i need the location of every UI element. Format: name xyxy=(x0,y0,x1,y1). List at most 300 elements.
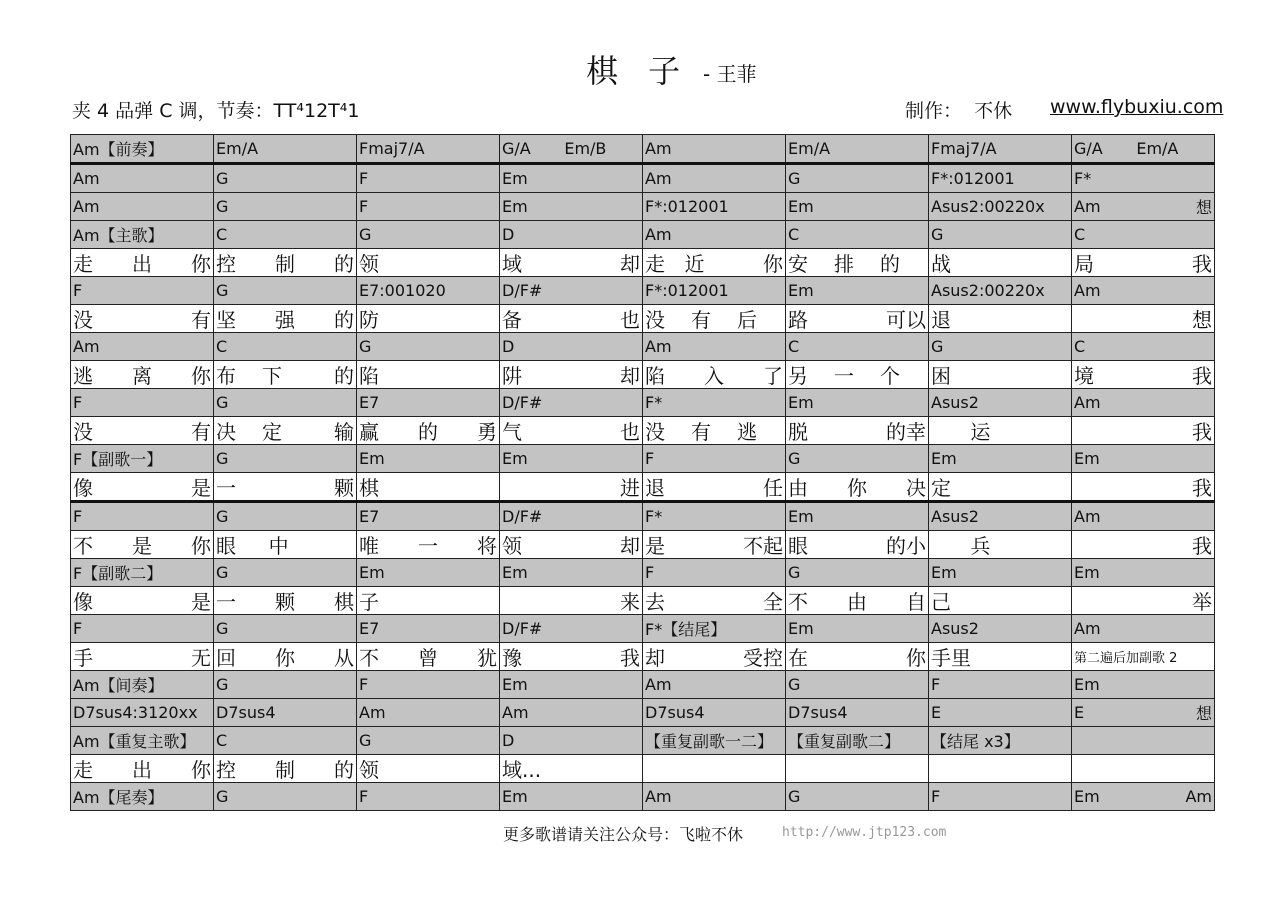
lyric-text: 近 xyxy=(684,252,705,276)
maker-credit: 制作： 不休 xyxy=(905,100,1013,122)
lyric-text: 有 xyxy=(191,420,211,444)
chord-label: G xyxy=(216,563,229,582)
chord-cell xyxy=(929,164,1072,193)
chord-cell xyxy=(357,559,500,587)
chord-label: F* xyxy=(1074,169,1092,188)
lyric-text: 决 xyxy=(216,420,236,444)
lyric-text: 定 xyxy=(262,420,282,444)
chord-cell xyxy=(643,164,786,193)
chord-cell xyxy=(500,445,643,473)
chord-cell xyxy=(357,221,500,249)
chord-label: Asus2 xyxy=(931,507,979,526)
chord-cell xyxy=(71,699,214,727)
chord-label: Asus2:00220x xyxy=(931,197,1045,216)
lyric-cell xyxy=(71,305,214,333)
chord-label: G xyxy=(931,337,944,356)
lyric-text: 全 xyxy=(763,590,783,614)
lyric-text: 后 xyxy=(737,308,757,332)
chord-label: G xyxy=(216,197,229,216)
chord-row xyxy=(71,699,1215,727)
lyric-row xyxy=(71,473,1215,502)
lyric-text: 受控 xyxy=(743,646,783,670)
chord-label: Em xyxy=(788,619,814,638)
chord-label: F【副歌一】 xyxy=(73,450,163,469)
lyric-text: 下 xyxy=(262,364,282,388)
chord-label: G xyxy=(216,169,229,188)
lyric-text: 走 xyxy=(73,252,93,276)
chord-label: Em xyxy=(359,449,385,468)
lyric-cell xyxy=(357,249,500,277)
chord-label: G xyxy=(216,393,229,412)
chord-label: Asus2:00220x xyxy=(931,281,1045,300)
lyric-text: 己 xyxy=(931,590,951,614)
chord-label: F xyxy=(359,169,369,188)
chord-label: Am xyxy=(1074,197,1101,216)
lyric-text: 个 xyxy=(880,364,900,388)
chord-label: Asus2 xyxy=(931,619,979,638)
lyric-cell xyxy=(500,587,643,615)
lyric-cell xyxy=(214,473,357,502)
lyric-text: 脱 xyxy=(788,420,808,444)
lyric-text: 却 xyxy=(620,364,640,388)
chord-label: G xyxy=(359,337,372,356)
chord-label: G xyxy=(216,281,229,300)
chord-cell xyxy=(71,502,214,531)
chord-cell xyxy=(500,389,643,417)
chord-label: Em xyxy=(502,449,528,468)
lyric-text: 强 xyxy=(275,308,295,332)
lyric-text: 却 xyxy=(620,534,640,558)
chord-cell xyxy=(786,389,929,417)
chord-label: Em xyxy=(1074,787,1100,806)
lyric-text: 没 xyxy=(645,308,665,332)
chord-cell xyxy=(71,193,214,221)
lyric-text: 唯 xyxy=(359,534,379,558)
lyric-text: 气 xyxy=(502,420,522,444)
lyric-text: 防 xyxy=(359,308,379,332)
lyric-cell xyxy=(357,643,500,671)
lyric-text: 战 xyxy=(931,252,951,276)
chord-label: Am【前奏】 xyxy=(73,140,164,159)
chord-cell xyxy=(786,671,929,699)
capo-rhythm-info: 夹 4 品弹 C 调，节奏：TT⁴12T⁴1 xyxy=(72,100,360,122)
lyric-cell xyxy=(214,531,357,559)
chord-label: F xyxy=(73,619,83,638)
chord-cell xyxy=(929,221,1072,249)
lyric-text: 没 xyxy=(73,308,93,332)
lyric-text: 输 xyxy=(334,420,354,444)
chord-row xyxy=(71,445,1215,473)
chord-label: Em/A xyxy=(1136,139,1179,158)
lyric-text: 在 xyxy=(788,646,808,670)
lyric-cell xyxy=(1072,305,1215,333)
chord-label: G xyxy=(216,787,229,806)
chord-label: Em xyxy=(502,169,528,188)
lyric-text: 的幸 xyxy=(886,420,926,444)
chord-cell xyxy=(357,615,500,643)
lyric-text: 我 xyxy=(1192,476,1212,500)
chord-cell xyxy=(643,389,786,417)
chord-label: Em xyxy=(788,393,814,412)
lyric-cell xyxy=(643,643,786,671)
chord-label: G xyxy=(788,449,801,468)
lyric-text: 颗 xyxy=(275,590,295,614)
lyric-cell xyxy=(214,417,357,445)
lyric-text: 定 xyxy=(931,476,951,500)
lyric-text: 像 xyxy=(73,590,93,614)
chord-cell xyxy=(214,559,357,587)
chord-cell xyxy=(929,389,1072,417)
chord-label: C xyxy=(216,731,228,750)
chord-label: C xyxy=(216,225,228,244)
lyric-cell xyxy=(929,643,1072,671)
lyric-cell xyxy=(1072,249,1215,277)
lyric-text: 曾 xyxy=(418,646,438,670)
chord-cell xyxy=(1072,135,1215,164)
lyric-text: 安 xyxy=(788,252,808,276)
chord-cell xyxy=(71,615,214,643)
lyric-text: 了 xyxy=(763,364,783,388)
lyric-cell xyxy=(71,587,214,615)
chord-label: D xyxy=(502,337,515,356)
lyric-text: 眼 xyxy=(216,534,236,558)
lyric-text: 子 xyxy=(359,590,379,614)
chord-label: Em xyxy=(502,787,528,806)
chord-label: G xyxy=(359,731,372,750)
chord-cell xyxy=(214,277,357,305)
chord-label: Em xyxy=(931,563,957,582)
chord-label: Am xyxy=(1185,787,1212,806)
lyric-text: 没 xyxy=(645,420,665,444)
lyric-text: 无 xyxy=(191,646,211,670)
lyric-cell xyxy=(643,361,786,389)
chord-label: E xyxy=(931,703,942,722)
lyric-text: 像 xyxy=(73,476,93,500)
lyric-text: 逃 xyxy=(73,364,93,388)
chord-cell xyxy=(500,164,643,193)
lyric-text: 你 xyxy=(191,252,211,276)
chord-cell xyxy=(786,783,929,811)
lyric-text: 排 xyxy=(834,252,854,276)
chord-label: F【副歌二】 xyxy=(73,564,163,583)
chord-cell xyxy=(214,615,357,643)
lyric-text: 坚 xyxy=(216,308,236,332)
lyric-text: 我 xyxy=(1192,534,1212,558)
chord-row xyxy=(71,164,1215,193)
chord-row xyxy=(71,333,1215,361)
chord-label: Am xyxy=(1074,507,1101,526)
lyric-text: 勇 xyxy=(477,420,497,444)
lyric-cell xyxy=(500,361,643,389)
website-link[interactable]: www.flybuxiu.com xyxy=(1050,96,1224,118)
chord-label: Am【主歌】 xyxy=(73,226,164,245)
chord-row xyxy=(71,221,1215,249)
chord-label: Am xyxy=(645,337,672,356)
lyric-cell xyxy=(1072,531,1215,559)
chord-label: Am xyxy=(1074,619,1101,638)
lyric-text: 进 xyxy=(620,476,640,500)
lyric-text: 是 xyxy=(191,590,211,614)
chord-label: G xyxy=(788,675,801,694)
chord-cell xyxy=(929,783,1072,811)
lyric-text: 备 xyxy=(502,308,522,332)
lyric-text: 从 xyxy=(334,646,354,670)
chord-label: C xyxy=(788,337,800,356)
chord-label: C xyxy=(788,225,800,244)
lyric-text: 手 xyxy=(73,646,93,670)
lyric-cell xyxy=(71,417,214,445)
chord-cell xyxy=(500,277,643,305)
lyric-row xyxy=(71,249,1215,277)
lyric-text: 手里 xyxy=(931,646,971,670)
lyric-cell xyxy=(500,531,643,559)
chord-label: G xyxy=(788,787,801,806)
chord-cell xyxy=(500,333,643,361)
lyric-text: 兵 xyxy=(970,534,991,558)
lyric-text: 是 xyxy=(191,476,211,500)
chord-cell xyxy=(214,671,357,699)
lyric-text: 控 xyxy=(216,758,236,782)
chord-cell xyxy=(929,699,1072,727)
chord-cell xyxy=(1072,221,1215,249)
lyric-text: 制 xyxy=(275,252,295,276)
lyric-cell xyxy=(643,755,786,783)
lyric-cell xyxy=(214,643,357,671)
chord-label: Fmaj7/A xyxy=(359,139,425,158)
chord-cell xyxy=(357,699,500,727)
lyric-text: 境 xyxy=(1074,364,1094,388)
chord-label: Em xyxy=(502,197,528,216)
chord-cell xyxy=(643,333,786,361)
chord-cell xyxy=(929,277,1072,305)
chord-cell xyxy=(643,615,786,643)
lyric-text: 困 xyxy=(931,364,951,388)
lyric-text: 去 xyxy=(645,590,665,614)
lyric-text: 路 xyxy=(788,308,808,332)
chord-label: G xyxy=(216,449,229,468)
chord-cell xyxy=(929,193,1072,221)
lyric-cell xyxy=(1072,361,1215,389)
chord-label: D/F# xyxy=(502,507,543,526)
chord-label: G/A xyxy=(1074,139,1103,158)
chord-cell xyxy=(71,221,214,249)
chord-label: 【重复副歌一二】 xyxy=(645,732,774,751)
lyric-cell xyxy=(786,531,929,559)
lyric-text: 犹 xyxy=(477,646,497,670)
lyric-text: 的 xyxy=(334,252,354,276)
chord-cell xyxy=(1072,277,1215,305)
chord-cell xyxy=(786,193,929,221)
chord-row xyxy=(71,615,1215,643)
chord-label: E7:001020 xyxy=(359,281,446,300)
lyric-cell xyxy=(71,249,214,277)
lyric-cell xyxy=(500,305,643,333)
chord-label: C xyxy=(216,337,228,356)
chord-label: 想 xyxy=(1195,704,1212,723)
chord-cell xyxy=(214,727,357,755)
chord-label: Am xyxy=(645,169,672,188)
lyric-text: 的 xyxy=(334,308,354,332)
chord-label: F* xyxy=(645,507,663,526)
lyric-text: 也 xyxy=(620,420,640,444)
lyric-text: 举 xyxy=(1192,590,1212,614)
chord-label: G xyxy=(216,675,229,694)
lyric-text: 你 xyxy=(906,646,926,670)
lyric-text: 走 xyxy=(73,758,93,782)
chord-label: D xyxy=(502,731,515,750)
chord-label: Em xyxy=(359,563,385,582)
lyric-text: 阱 xyxy=(502,364,522,388)
lyric-text: 控 xyxy=(216,252,236,276)
lyric-cell xyxy=(643,305,786,333)
chord-cell xyxy=(786,445,929,473)
chord-label: Am xyxy=(645,225,672,244)
lyric-cell xyxy=(929,417,1072,445)
chord-label: F xyxy=(73,507,83,526)
lyric-text: 你 xyxy=(191,758,211,782)
lyric-text: 制 xyxy=(275,758,295,782)
lyric-text: 没 xyxy=(73,420,93,444)
lyric-cell xyxy=(643,473,786,502)
song-title: 棋 子 xyxy=(586,52,691,90)
chord-cell xyxy=(214,389,357,417)
chord-label: Em xyxy=(788,281,814,300)
chord-cell xyxy=(71,389,214,417)
lyric-row xyxy=(71,587,1215,615)
chord-label: Em xyxy=(502,675,528,694)
chord-label: F xyxy=(359,787,369,806)
chord-cell xyxy=(786,615,929,643)
lyric-cell xyxy=(214,249,357,277)
chord-label: F* xyxy=(645,393,663,412)
lyric-cell xyxy=(929,755,1072,783)
chord-label: F xyxy=(645,449,655,468)
chord-label: F xyxy=(359,675,369,694)
chord-label: F xyxy=(931,675,941,694)
chord-cell xyxy=(786,221,929,249)
chord-cell xyxy=(1072,727,1215,755)
lyric-text: 你 xyxy=(847,476,867,500)
lyric-cell xyxy=(1072,643,1215,671)
lyric-cell xyxy=(214,361,357,389)
chord-cell xyxy=(357,502,500,531)
chord-cell xyxy=(214,783,357,811)
lyric-text: 却 xyxy=(620,252,640,276)
lyric-text: 可以 xyxy=(886,308,926,332)
lyric-cell xyxy=(1072,473,1215,502)
chord-cell xyxy=(786,502,929,531)
lyric-text: 赢 xyxy=(359,420,379,444)
chord-label: E7 xyxy=(359,507,380,526)
chord-label: Am xyxy=(645,139,672,158)
chord-cell xyxy=(500,615,643,643)
chord-label: Em/A xyxy=(788,139,831,158)
lyric-text: 陷 xyxy=(359,364,379,388)
lyric-cell xyxy=(357,305,500,333)
chord-cell xyxy=(214,699,357,727)
lyric-text: 离 xyxy=(132,364,152,388)
lyric-text: 运 xyxy=(970,420,991,444)
chord-label: F*:012001 xyxy=(931,169,1015,188)
chord-cell xyxy=(357,164,500,193)
chord-cell xyxy=(786,699,929,727)
chord-row xyxy=(71,783,1215,811)
lyric-text: 棋 xyxy=(359,476,379,500)
chord-label: Am xyxy=(645,675,672,694)
chord-label: Am【重复主歌】 xyxy=(73,732,196,751)
chord-cell xyxy=(214,135,357,164)
lyric-cell xyxy=(929,361,1072,389)
chord-cell xyxy=(500,502,643,531)
lyric-text: 一 xyxy=(216,590,236,614)
chord-label: G xyxy=(359,225,372,244)
chord-label: Em xyxy=(502,563,528,582)
lyric-text: 我 xyxy=(1192,364,1212,388)
lyric-cell xyxy=(786,643,929,671)
lyric-text: 自 xyxy=(906,590,926,614)
chord-label: D/F# xyxy=(502,281,543,300)
chord-cell xyxy=(214,333,357,361)
lyric-cell xyxy=(1072,755,1215,783)
chord-cell xyxy=(357,783,500,811)
chord-label: G xyxy=(216,507,229,526)
chord-label: Em xyxy=(1074,449,1100,468)
lyric-text: 走 xyxy=(645,252,665,276)
lyric-cell xyxy=(71,755,214,783)
chord-cell xyxy=(357,389,500,417)
lyric-text: 也 xyxy=(620,308,640,332)
lyric-text: 域... xyxy=(502,758,542,782)
chord-cell xyxy=(786,559,929,587)
chord-cell xyxy=(71,135,214,164)
chord-row xyxy=(71,135,1215,164)
chord-label: C xyxy=(1074,337,1086,356)
lyric-text: 我 xyxy=(1192,420,1212,444)
chord-label: G xyxy=(931,225,944,244)
lyric-text: 有 xyxy=(691,420,711,444)
lyric-cell xyxy=(929,305,1072,333)
chord-cell xyxy=(500,193,643,221)
lyric-row xyxy=(71,361,1215,389)
lyric-cell xyxy=(786,417,929,445)
chord-cell xyxy=(357,135,500,164)
chord-label: F*【结尾】 xyxy=(645,620,727,639)
lyric-text: 不起 xyxy=(743,534,783,558)
lyric-cell xyxy=(643,249,786,277)
chord-label: Asus2 xyxy=(931,393,979,412)
chord-label: Am xyxy=(1074,393,1101,412)
lyric-cell xyxy=(643,531,786,559)
lyric-text: 棋 xyxy=(334,590,354,614)
chord-label: F*:012001 xyxy=(645,281,729,300)
lyric-text: 豫 xyxy=(502,646,522,670)
lyric-text: 你 xyxy=(763,252,783,276)
chord-cell xyxy=(786,164,929,193)
lyric-cell xyxy=(786,361,929,389)
lyric-text: 域 xyxy=(502,252,522,276)
chord-row xyxy=(71,727,1215,755)
chord-cell xyxy=(1072,193,1215,221)
chord-cell xyxy=(500,135,643,164)
lyric-cell xyxy=(929,473,1072,502)
chord-cell xyxy=(214,445,357,473)
chord-cell xyxy=(643,671,786,699)
lyric-text: 布 xyxy=(216,364,236,388)
lyric-cell xyxy=(500,473,643,502)
chord-cell xyxy=(357,445,500,473)
chord-label: Em xyxy=(1074,675,1100,694)
lyric-text: 退 xyxy=(931,308,951,332)
